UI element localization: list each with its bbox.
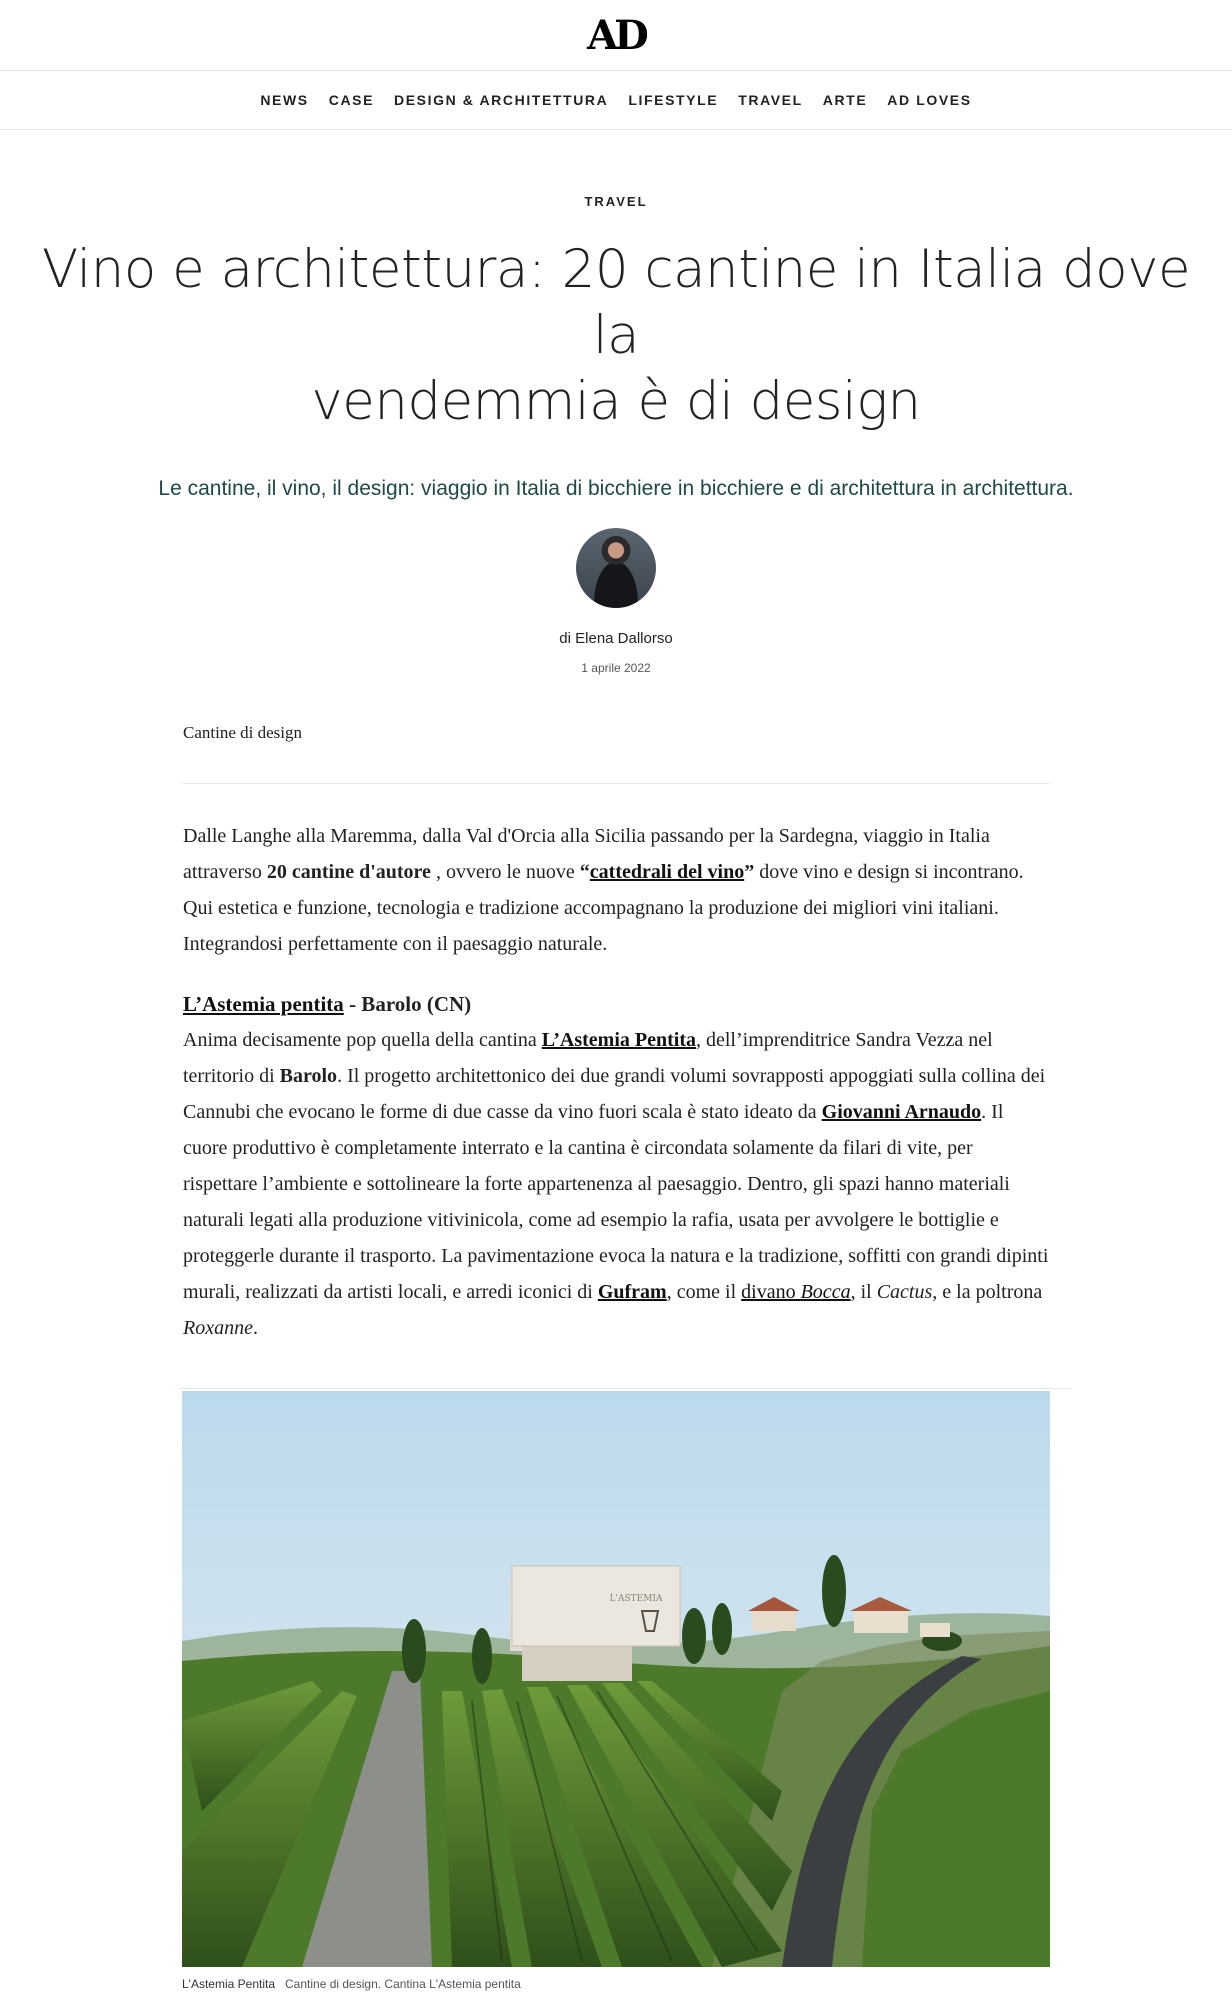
section-heading-location: - Barolo (CN) xyxy=(343,992,472,1016)
section-text: . xyxy=(252,1317,258,1339)
nav-arte[interactable]: ARTE xyxy=(822,92,868,108)
title-line-1: Vino e architettura: 20 cantine in Italia dove la xyxy=(41,239,1191,366)
nav-travel[interactable]: TRAVEL xyxy=(738,92,803,108)
section-paragraph xyxy=(183,1022,1049,1346)
article-title xyxy=(16,237,1216,435)
intro-text: dove vino e design si incontrano. Qui estetica e funzione, tecnologia e tradizione accompagnano la produzione dei migliori vini italiani. Integrandosi perfettamente con il paesaggio naturale. xyxy=(183,861,1024,955)
quote-open: “ xyxy=(579,861,590,883)
ad-logo[interactable]: AD xyxy=(587,11,645,59)
section-text: , come il xyxy=(666,1281,742,1303)
article-rubric[interactable]: TRAVEL xyxy=(584,194,648,209)
divider xyxy=(183,783,1049,784)
section-text: Anima decisamente pop quella della cantina xyxy=(183,1029,542,1051)
nav-case[interactable]: CASE xyxy=(328,92,375,108)
link-astemia-pentita-heading[interactable]: L’Astemia pentita xyxy=(183,992,344,1016)
article-body xyxy=(183,818,1049,1346)
nav-design-architettura[interactable]: DESIGN & ARCHITETTURA xyxy=(394,92,609,108)
section-heading xyxy=(183,986,1049,1022)
section-bold-barolo: Barolo xyxy=(279,1065,338,1087)
article-figure xyxy=(182,1391,1050,1991)
link-giovanni-arnaudo[interactable]: Giovanni Arnaudo xyxy=(821,1101,982,1123)
nav-lifestyle[interactable]: LIFESTYLE xyxy=(628,92,719,108)
intro-bold: 20 cantine d'autore xyxy=(266,861,431,883)
link-divano-bocca[interactable] xyxy=(741,1281,850,1303)
nav-news[interactable]: NEWS xyxy=(260,92,309,108)
section-text: , dell’imprenditrice Sandra Vezza nel territorio di xyxy=(183,1029,993,1087)
article-dek: Le cantine, il vino, il design: viaggio in Italia di bicchiere in bicchiere e di architettura in architettura. xyxy=(158,477,1074,500)
title-line-2: vendemmia è di design xyxy=(311,371,921,432)
building-sign: L'ASTEMIA xyxy=(609,1594,663,1604)
italic-roxanne: Roxanne xyxy=(183,1317,253,1339)
link-cattedrali-del-vino[interactable]: cattedrali del vino xyxy=(589,861,745,883)
intro-text: , ovvero le nuove xyxy=(430,861,580,883)
italic-cactus: Cactus xyxy=(876,1281,933,1303)
section-text: . Il progetto architettonico dei due grandi volumi sovrapposti appoggiati sulla collina dei Cannubi che evocano le forme di due casse da vino fuori scala è stato ideato da xyxy=(183,1065,1046,1123)
winery-photo[interactable] xyxy=(182,1391,1050,1967)
site-header xyxy=(0,0,1232,71)
section-text: . Il cuore produttivo è completamente interrato e la cantina è circondata solamente da filari di vite, per rispettare l’ambiente e sottolineare la forte appartenenza al paesaggio. Dentro, gli spazi hanno materiali naturali legati alla produzione vitivinicola, come ad esempio la rafia, usata per avvolgere le bottiglie e proteggerle durante il trasporto. La pavimentazione evoca la natura e la tradizione, soffitti con grandi dipinti murali, realizzati da artisti locali, e arredi iconici di xyxy=(183,1101,1049,1303)
link-bocca-text: Bocca xyxy=(800,1281,851,1303)
link-astemia-pentita[interactable]: L’Astemia Pentita xyxy=(541,1029,696,1051)
article-tag[interactable]: Cantine di design xyxy=(183,723,302,742)
figure-rule xyxy=(180,1388,1072,1389)
nav-ad-loves[interactable]: AD LOVES xyxy=(887,92,972,108)
link-divano-text: divano xyxy=(741,1281,801,1303)
main-nav xyxy=(0,71,1232,130)
intro-text: Dalle Langhe alla Maremma, dalla Val d'Orcia alla Sicilia passando per la Sardegna, viaggio in Italia attraverso xyxy=(183,825,990,883)
author-byline[interactable]: di Elena Dallorso xyxy=(559,630,673,647)
figure-caption xyxy=(182,1977,1050,1991)
section-text: , e la poltrona xyxy=(932,1281,1043,1303)
link-gufram[interactable]: Gufram xyxy=(597,1281,667,1303)
quote-close: ” xyxy=(744,861,755,883)
article-content xyxy=(183,675,1049,1346)
caption-title: L'Astemia Pentita xyxy=(182,1977,276,1991)
section-text: , il xyxy=(850,1281,877,1303)
author-avatar[interactable] xyxy=(576,528,656,608)
caption-text: Cantine di design. Cantina L'Astemia pentita xyxy=(285,1977,521,1991)
publish-date: 1 aprile 2022 xyxy=(581,661,651,675)
intro-paragraph xyxy=(183,818,1049,962)
